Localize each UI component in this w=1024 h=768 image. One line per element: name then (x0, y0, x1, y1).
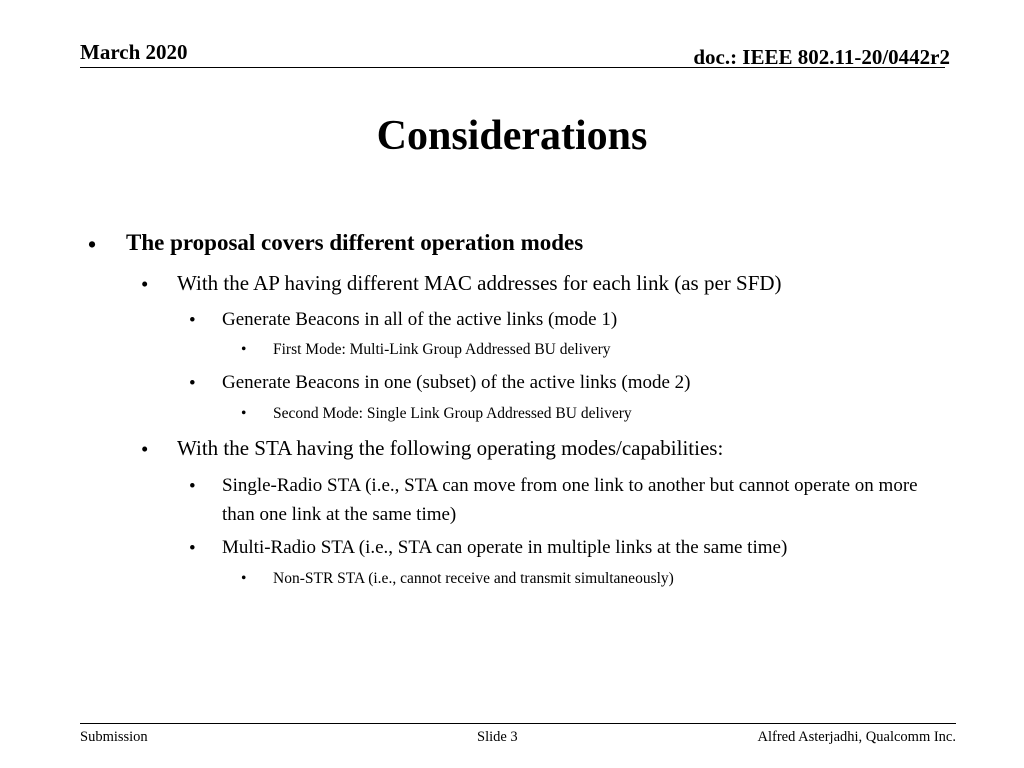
bullet-item-level3: Multi-Radio STA (i.e., STA can operate in multiple links at the same time) (222, 537, 788, 558)
bullet-marker: • (189, 373, 196, 394)
slide-title: Considerations (376, 113, 648, 159)
bullet-item-level3: Generate Beacons in all of the active links (mode 1) (222, 309, 618, 330)
bullet-item-level4: First Mode: Multi-Link Group Addressed BU delivery (273, 341, 611, 358)
bullet-item-level1: The proposal covers different operation modes (126, 230, 584, 255)
bullet-item-level2: With the AP having different MAC addresses for each link (as per SFD) (177, 271, 782, 295)
footer-submission: Submission (80, 729, 148, 745)
bullet-marker: • (141, 272, 149, 296)
bullet-marker: • (241, 405, 247, 422)
bullet-marker: • (141, 437, 149, 461)
bullet-marker: • (189, 476, 196, 497)
header-date: March 2020 (80, 40, 188, 64)
bullet-item-level4: Second Mode: Single Link Group Addressed BU delivery (273, 405, 632, 422)
bullet-marker: • (189, 538, 196, 559)
bullet-item-level3: Single-Radio STA (i.e., STA can move from one link to another but cannot operate on more than one link at the same time) (222, 475, 918, 525)
header-doc-id: doc.: IEEE 802.11-20/0442r2 (693, 45, 950, 69)
bullet-item-level4: Non-STR STA (i.e., cannot receive and transmit simultaneously) (273, 570, 674, 587)
footer-slide-number: Slide 3 (477, 729, 518, 745)
footer-divider (80, 723, 956, 724)
bullet-item-level3: Generate Beacons in one (subset) of the active links (mode 2) (222, 372, 691, 393)
footer-author: Alfred Asterjadhi, Qualcomm Inc. (757, 729, 956, 745)
bullet-marker: • (241, 570, 247, 587)
bullet-item-level2: With the STA having the following operating modes/capabilities: (177, 436, 724, 460)
header-divider (80, 67, 945, 68)
bullet-marker: • (241, 341, 247, 358)
bullet-marker: • (189, 310, 196, 331)
bullet-marker: • (88, 232, 97, 257)
